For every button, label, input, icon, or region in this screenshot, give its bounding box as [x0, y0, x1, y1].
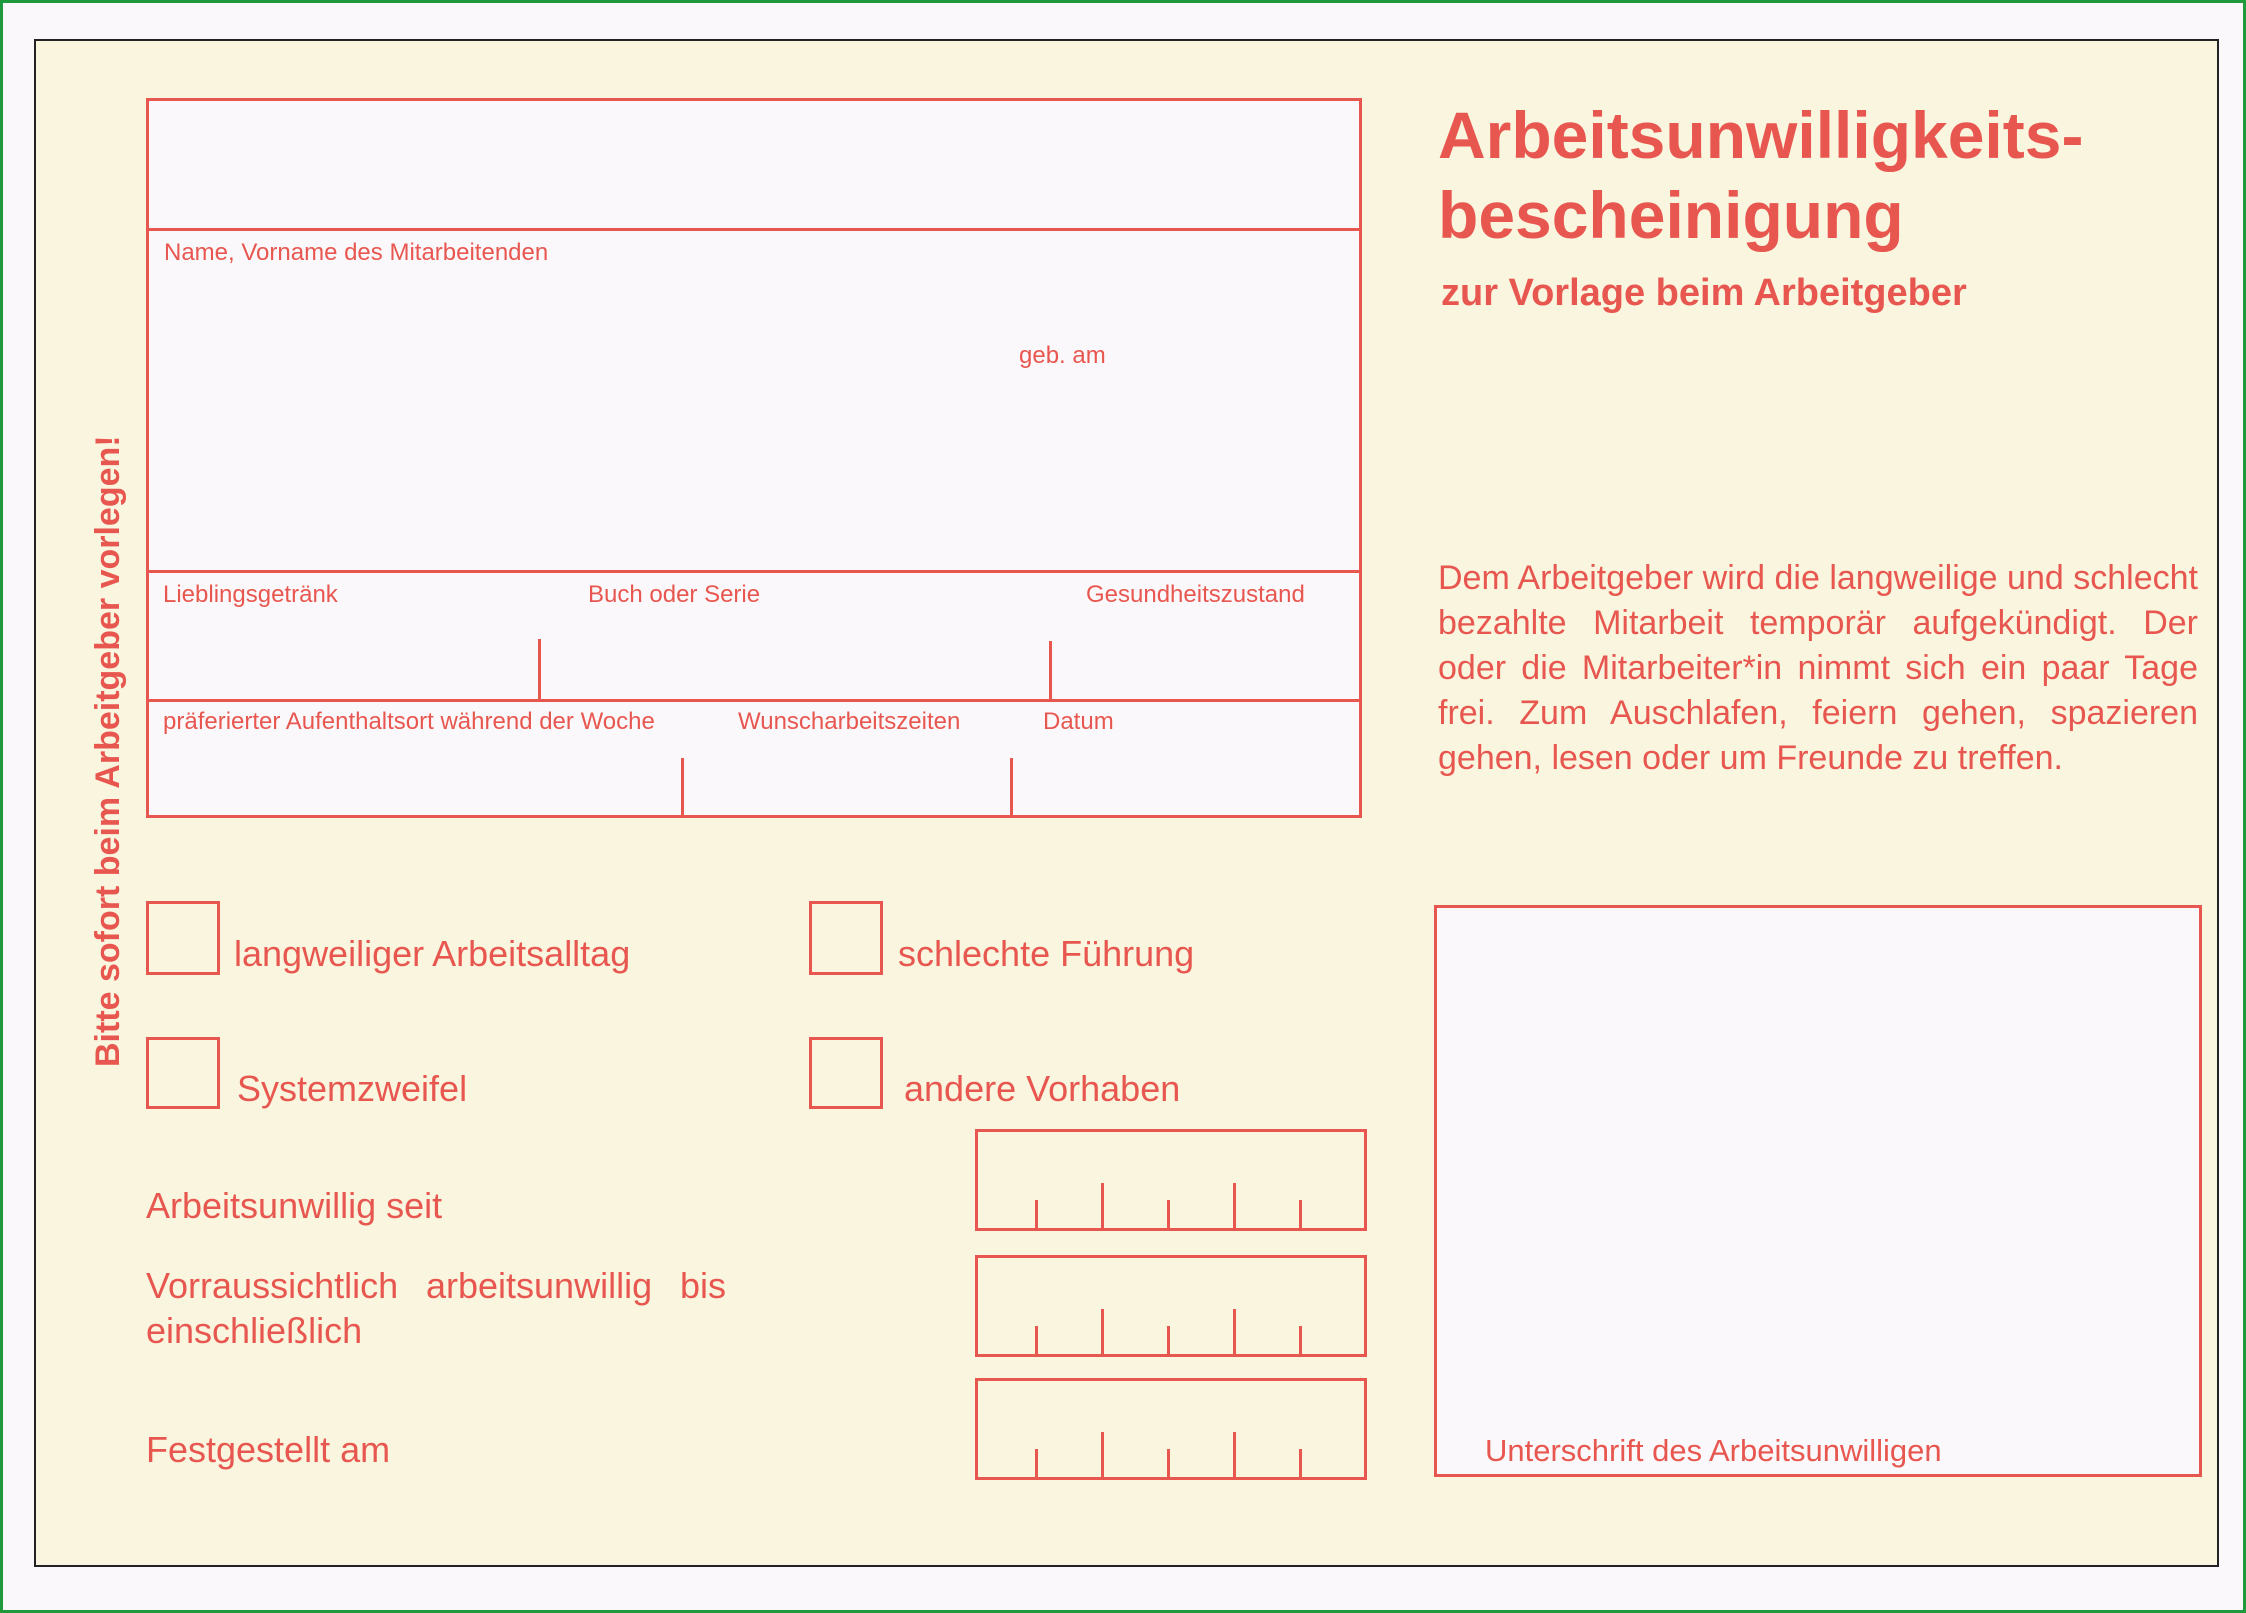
date-field[interactable]: [1013, 740, 1358, 815]
checkbox-system-doubt[interactable]: [146, 1037, 220, 1109]
since-date-box[interactable]: [975, 1129, 1367, 1231]
birth-date-label: geb. am: [1019, 342, 1106, 369]
date-tick: [1233, 1309, 1236, 1354]
date-tick: [1167, 1200, 1170, 1228]
hours-field[interactable]: [684, 740, 1008, 815]
date-tick: [1299, 1326, 1302, 1354]
book-label: Buch oder Serie: [588, 581, 761, 608]
until-label: Vorraussichtlich arbeitsunwillig bis einschließlich: [146, 1265, 726, 1351]
checkbox-other-plans[interactable]: [809, 1037, 883, 1109]
signature-label: Unterschrift des Arbeitsunwilligen: [1485, 1433, 1942, 1468]
date-tick: [1035, 1200, 1038, 1228]
date-tick: [1167, 1449, 1170, 1477]
determined-date-box[interactable]: [975, 1378, 1367, 1480]
place-field[interactable]: [150, 740, 679, 815]
checkbox-other-plans-label: andere Vorhaben: [904, 1068, 1181, 1109]
drink-label: Lieblingsgetränk: [163, 581, 338, 608]
date-tick: [1233, 1183, 1236, 1228]
date-label: Datum: [1043, 708, 1114, 735]
document-title: [1438, 95, 2083, 255]
date-tick: [1299, 1449, 1302, 1477]
checkbox-bad-leadership[interactable]: [809, 901, 883, 975]
name-label: Name, Vorname des Mitarbeitenden: [164, 239, 549, 266]
date-tick: [1035, 1449, 1038, 1477]
checkbox-boring-workday-label: langweiliger Arbeitsalltag: [234, 933, 631, 974]
document-subtitle: zur Vorlage beim Arbeitgeber: [1441, 272, 1967, 314]
determined-label: Festgestellt am: [146, 1429, 391, 1470]
form-divider-middle: [146, 570, 1362, 573]
date-tick: [1167, 1326, 1170, 1354]
date-tick: [1101, 1309, 1104, 1354]
until-date-box[interactable]: [975, 1255, 1367, 1357]
side-note: Bitte sofort beim Arbeitgeber vorlegen!: [89, 435, 127, 1067]
date-tick: [1299, 1200, 1302, 1228]
checkbox-boring-workday[interactable]: [146, 901, 220, 975]
hours-label: Wunscharbeitszeiten: [738, 708, 961, 735]
health-field[interactable]: [1052, 612, 1358, 698]
insurance-field[interactable]: [150, 102, 1358, 226]
since-label: Arbeitsunwillig seit: [146, 1185, 443, 1226]
title-line-1: Arbeitsunwilligkeits-: [1438, 98, 2084, 172]
name-field[interactable]: [150, 232, 1358, 568]
date-tick: [1101, 1183, 1104, 1228]
title-line-2: bescheinigung: [1438, 178, 1904, 252]
book-field[interactable]: [541, 612, 1047, 698]
date-tick: [1233, 1432, 1236, 1477]
checkbox-bad-leadership-label: schlechte Führung: [898, 933, 1195, 974]
checkbox-system-doubt-label: Systemzweifel: [237, 1068, 468, 1109]
form-divider-top: [146, 228, 1362, 231]
place-label: präferierter Aufenthaltsort während der Woche: [163, 708, 655, 735]
signature-box[interactable]: [1434, 905, 2202, 1477]
health-label: Gesundheitszustand: [1086, 581, 1305, 608]
explanation-text: Dem Arbeitgeber wird die langweilige und schlecht bezahlte Mitarbeit temporär aufgekündigt. Der oder die Mitarbeiter*in nimmt sich ein paar Tage frei. Zum Auschlafen, feiern gehen, spazieren gehen, lesen oder um Freunde zu treffen.: [1438, 559, 2198, 777]
drink-field[interactable]: [150, 612, 536, 698]
date-tick: [1035, 1326, 1038, 1354]
form-divider-lower: [146, 699, 1362, 702]
date-tick: [1101, 1432, 1104, 1477]
